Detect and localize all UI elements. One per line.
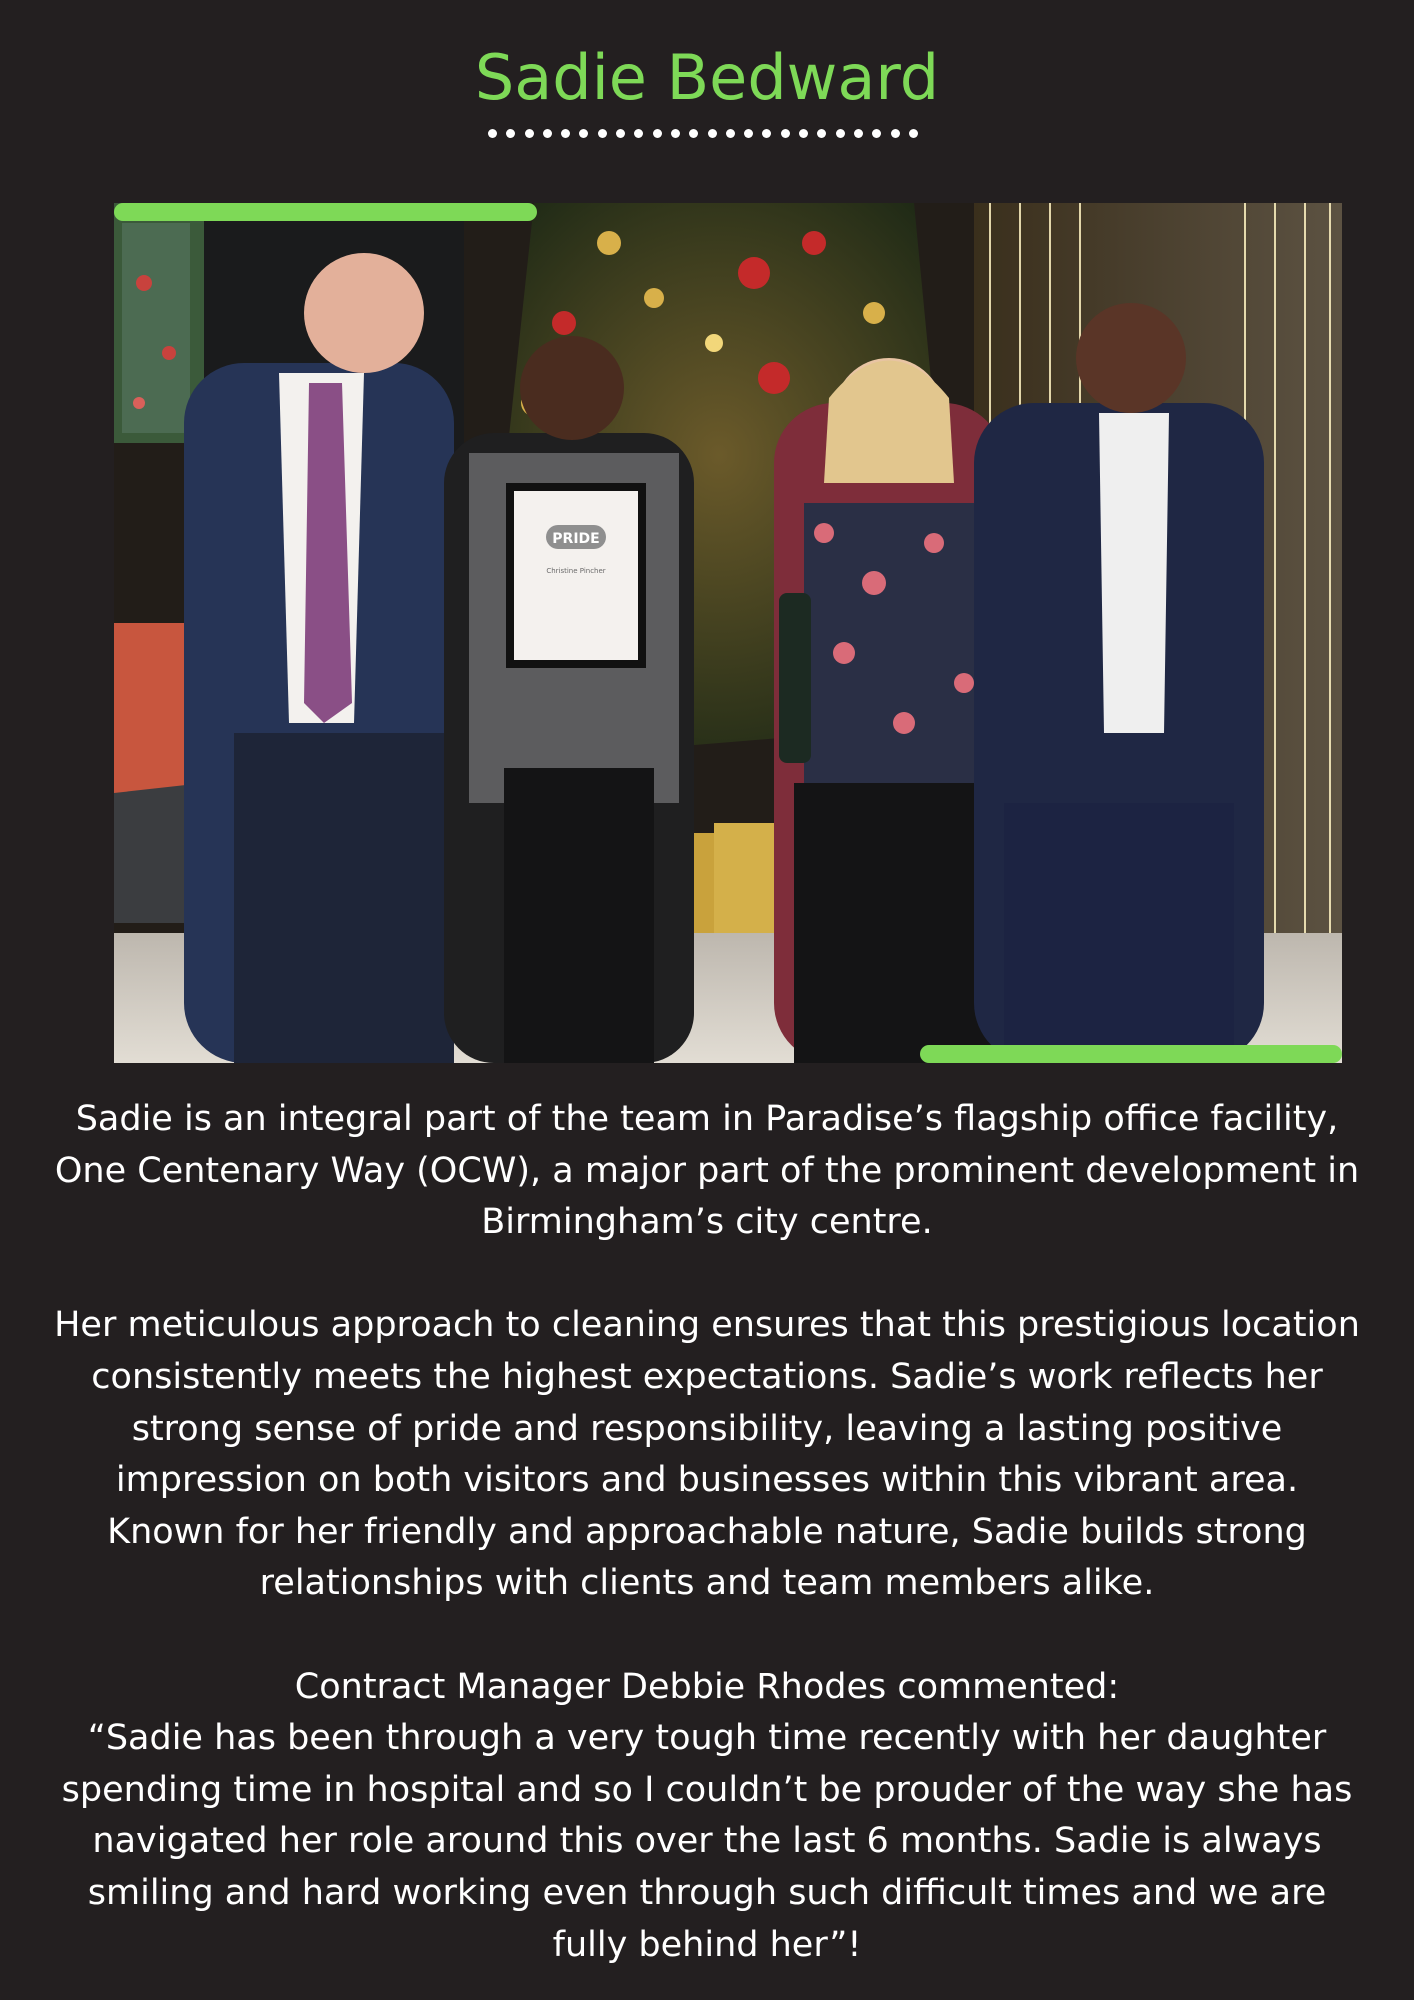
accent-bar-top: [114, 203, 537, 221]
certificate-name: Christine Pincher: [546, 567, 606, 575]
page-title: Sadie Bedward: [474, 41, 940, 114]
title-dotted-divider: [488, 126, 918, 140]
accent-bar-bottom: [920, 1045, 1342, 1063]
certificate-heading: PRIDE: [552, 531, 600, 547]
manager-quote: “Sadie has been through a very tough time recently with her daughter spending time in hospital and so I couldn’t be prouder of the way she has navigated her role around this over the last 6 months. Sadie is always smiling and hard working even through such difficult times and we are fully behind her”!: [61, 1718, 1353, 1965]
details-paragraph: Her meticulous approach to cleaning ensures that this prestigious location consistently meets the highest expectations. Sadie’s work reflects her strong sense of pride and responsibility, leaving a lasting positive impression on both visitors and businesses within this vibrant area. Known for her friendly and approachable nature, Sadie builds strong relationships with clients and team members alike.: [54, 1305, 1360, 1604]
quote-intro: Contract Manager Debbie Rhodes commented:: [294, 1666, 1120, 1707]
intro-paragraph: Sadie is an integral part of the team in Paradise’s flagship office facility, One Centenary Way (OCW), a major part of the prominent development in Birmingham’s city centre.: [54, 1099, 1360, 1243]
article-body: [52, 1094, 1362, 1971]
team-photo: [114, 203, 1342, 1063]
